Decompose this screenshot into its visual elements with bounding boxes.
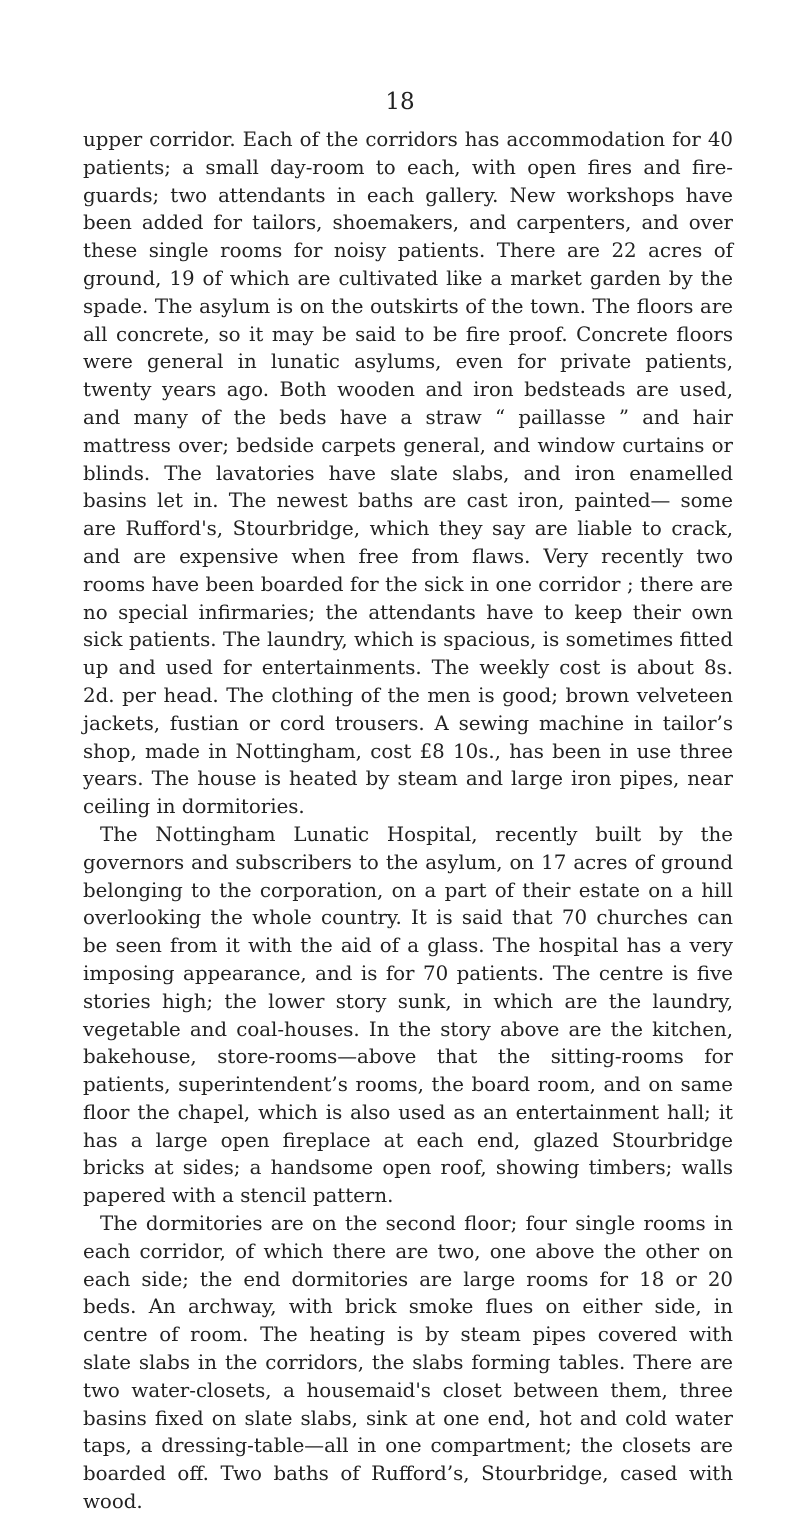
body-text xyxy=(83,126,733,1516)
paragraph-dormitories: The dormitories are on the second floor; four single rooms in each corridor, of which there are two, one above the other on each side; the end dormitories are large rooms for 18 or 20 beds. An archway, with brick smoke flues on either side, in centre of room. The heating is by steam pipes covered with slate slabs in the corridors, the slabs forming tables. There are two water-closets, a housemaid's closet between them, three basins fixed on slate slabs, sink at one end, hot and cold water taps, a dressing-table—all in one compartment; the closets are boarded off. Two baths of Rufford’s, Stourbridge, cased with wood. xyxy=(83,1212,733,1514)
page-number: 18 xyxy=(385,89,415,115)
paragraph-corridors: upper corridor. Each of the corridors has accommodation for 40 patients; a small day-room to each, with open fires and fire-guards; two attendants in each gallery. New workshops have been added for tailors, shoemakers, and carpenters, and over these single rooms for noisy patients. There are 22 acres of ground, 19 of which are cultivated like a market garden by the spade. The asylum is on the outskirts of the town. The floors are all concrete, so it may be said to be fire proof. Concrete floors were general in lunatic asylums, even for private patients, twenty years ago. Both wooden and iron bedsteads are used, and many of the beds have a straw “ paillasse ” and hair mattress over; bedside carpets general, and window curtains or blinds. The lavatories have slate slabs, and iron enamelled basins let in. The newest baths are cast iron, painted— some are Rufford's, Stourbridge, which they say are liable to crack, and are expensive when free from flaws. Very recently two rooms have been boarded for the sick in one corridor ; there are no special infirmaries; the attendants have to keep their own sick patients. The laundry, which is spacious, is sometimes fitted up and used for entertainments. The weekly cost is about 8s. 2d. per head. The clothing of the men is good; brown velveteen jackets, fustian or cord trousers. A sewing machine in tailor’s shop, made in Nottingham, cost £8 10s., has been in use three years. The house is heated by steam and large iron pipes, near ceiling in dormitories. xyxy=(83,128,733,819)
paragraph-nottingham-hospital: The Nottingham Lunatic Hospital, recently built by the governors and subscribers to the asylum, on 17 acres of ground belonging to the corporation, on a part of their estate on a hill overlooking the whole country. It is said that 70 churches can be seen from it with the aid of a glass. The hospital has a very imposing appearance, and is for 70 patients. The centre is five stories high; the lower story sunk, in which are the laundry, vegetable and coal-houses. In the story above are the kitchen, bakehouse, store-rooms—above that the sitting-rooms for patients, superintendent’s rooms, the board room, and on same floor the chapel, which is also used as an entertainment hall; it has a large open fireplace at each end, glazed Stourbridge bricks at sides; a handsome open roof, showing timbers; walls papered with a stencil pattern. xyxy=(83,822,733,1208)
